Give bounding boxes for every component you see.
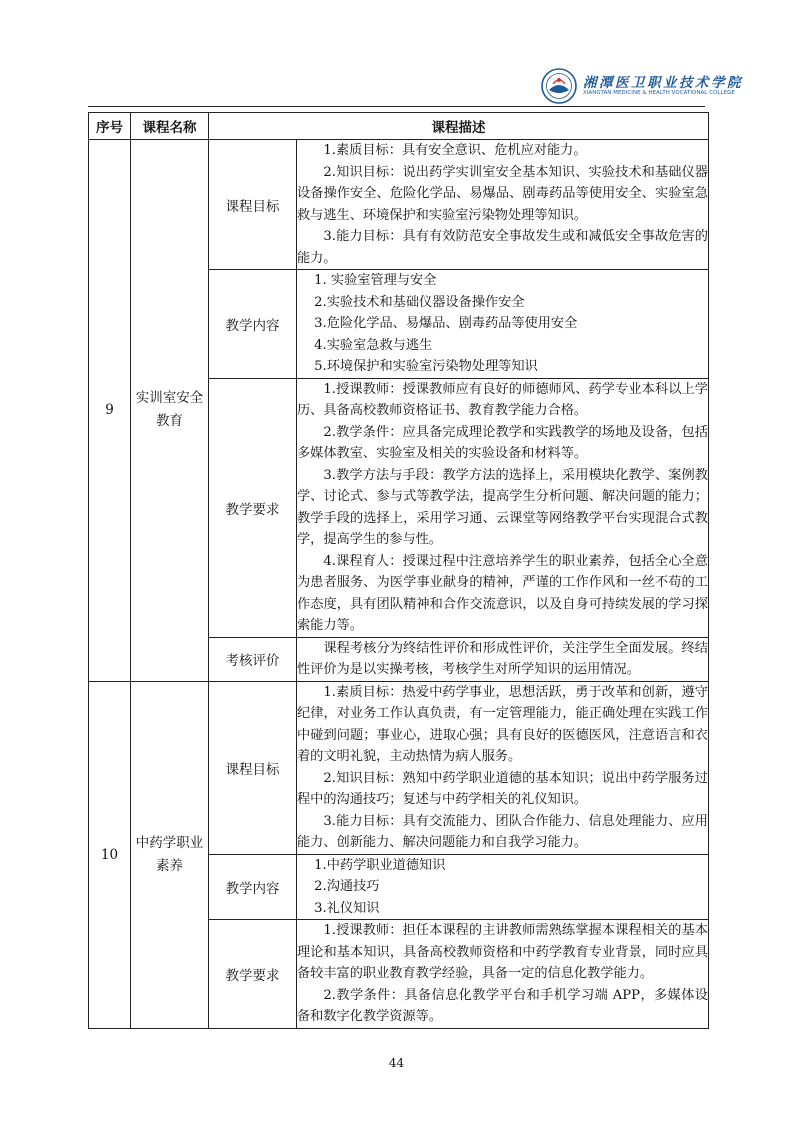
description-paragraph: 3.教学方法与手段：教学方法的选择上，采用模块化教学、案例教学、讨论式、参与式等教学法，提高学生分析问题、解决问题的能力；教学手段的选择上，采用学习通、云课堂等网络教学平台实现混合式教学，提高学生的参与性。: [297, 467, 708, 547]
course-number: 9: [89, 140, 131, 682]
description-paragraph: 1.素质目标：热爱中药学事业，思想活跃，勇于改革和创新，遵守纪律，对业务工作认真负责，有一定管理能力，能正确处理在实践工作中碰到问题；事业心，进取心强；具有良好的医德医风，注意语言和衣着的文明礼貌，主动热情为病人服务。: [297, 684, 708, 764]
list-item: 4.实验室急救与逃生: [314, 337, 433, 353]
section-category: 课程目标: [209, 140, 297, 270]
header-course-name: 课程名称: [131, 113, 209, 140]
list-item: 2.沟通技巧: [314, 879, 380, 894]
table-row: [89, 140, 709, 270]
description-paragraph: 2.教学条件：具备信息化教学平台和手机学习端 APP，多媒体设备和数字化教学资源等。: [297, 987, 708, 1024]
section-description: [297, 637, 709, 681]
list-item: 5.环境保护和实验室污染物处理等知识: [314, 359, 538, 374]
college-emblem-icon: [541, 68, 577, 104]
college-logo: [541, 68, 743, 108]
section-category: 教学要求: [209, 920, 297, 1029]
description-paragraph: 4.课程育人：授课过程中注意培养学生的职业素养，包括全心全意为患者服务、为医学事业献身的精神，严谨的工作作风和一丝不苟的工作态度，具有团队精神和合作交流意识，以及自身可持续发展的学习探索能力等。: [297, 553, 708, 633]
description-paragraph: 1.授课教师：授课教师应有良好的师德师风、药学专业本科以上学历、具备高校教师资格证书、教育教学能力合格。: [297, 381, 708, 418]
page-number: 44: [388, 1056, 405, 1070]
course-table: [88, 112, 709, 1029]
logo-chinese-name: 湘潭医卫职业技术学院: [583, 75, 743, 91]
list-item: 3.礼仪知识: [314, 900, 380, 916]
description-paragraph: 2.知识目标：熟知中药学职业道德的基本知识；说出中药学服务过程中的沟通技巧；复述与中药学相关的礼仪知识。: [297, 770, 708, 807]
description-paragraph: 1.素质目标：具有安全意识、危机应对能力。: [323, 143, 587, 158]
section-category: 教学要求: [209, 378, 297, 637]
description-paragraph: 课程考核分为终结性评价和形成性评价，关注学生全面发展。终结性评价为是以实操考核，考核学生对所学知识的运用情况。: [297, 640, 708, 677]
section-category: 教学内容: [209, 854, 297, 920]
list-item: 2.实验技术和基础仪器设备操作安全: [314, 294, 525, 310]
list-item: 1. 实验室管理与安全: [314, 273, 437, 288]
description-paragraph: 3.能力目标：具有交流能力、团队合作能力、信息处理能力、应用能力、创新能力、解决问题能力和自我学习能力。: [297, 813, 708, 850]
header-number: 序号: [89, 113, 131, 140]
course-name: 中药学职业素养: [131, 681, 209, 1028]
description-paragraph: 2.教学条件：应具备完成理论教学和实践教学的场地及设备，包括多媒体教室、实验室及相关的实验设备和材料等。: [297, 424, 708, 461]
section-category: 课程目标: [209, 681, 297, 854]
section-description: [297, 270, 709, 379]
list-item: 3.危险化学品、易爆品、剧毒药品等使用安全: [314, 316, 578, 331]
section-description: [297, 920, 709, 1029]
description-paragraph: 2.知识目标：说出药学实训室安全基本知识、实验技术和基础仪器设备操作安全、危险化学品、易爆品、剧毒药品等使用安全、实验室急救与逃生、环境保护和实验室污染物处理等知识。: [297, 164, 708, 223]
section-category: 考核评价: [209, 637, 297, 681]
course-name: 实训室安全教育: [131, 140, 209, 682]
section-description: [297, 140, 709, 270]
logo-english-name: XIANGTAN MEDICINE & HEALTH VOCATIONAL COLLEGE: [583, 90, 735, 96]
list-item: 1.中药学职业道德知识: [314, 857, 446, 873]
description-paragraph: 1.授课教师：担任本课程的主讲教师需熟练掌握本课程相关的基本理论和基本知识，具备高校教师资格和中药学教育专业背景，同时应具备较丰富的职业教育教学经验，具备一定的信息化教学能力。: [297, 923, 708, 981]
table-row: [89, 681, 709, 854]
description-paragraph: 3.能力目标：具有有效防范安全事故发生或和减低安全事故危害的能力。: [297, 229, 708, 266]
header-course-description: 课程描述: [209, 113, 709, 140]
section-description: [297, 378, 709, 637]
section-category: 教学内容: [209, 270, 297, 379]
section-description: [297, 854, 709, 920]
table-header-row: [89, 113, 709, 140]
header-rule: [88, 106, 705, 107]
course-number: 10: [89, 681, 131, 1028]
section-description: [297, 681, 709, 854]
